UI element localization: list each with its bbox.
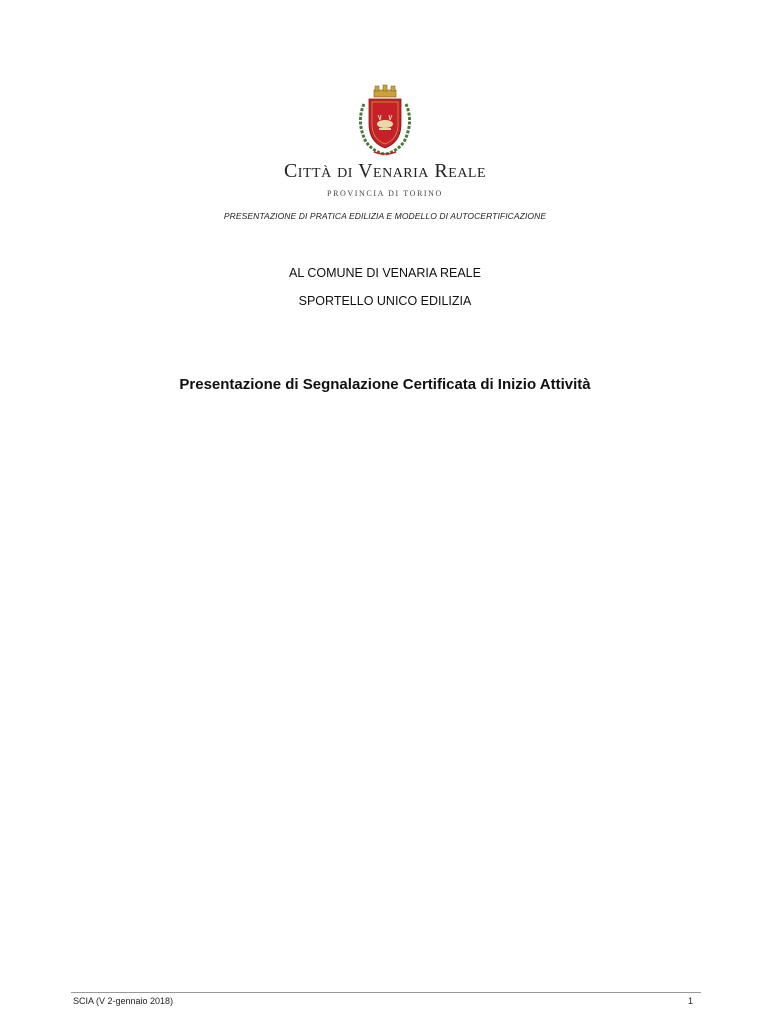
- addressee-line-1: AL COMUNE DI VENARIA REALE: [289, 266, 481, 280]
- document-title: Presentazione di Segnalazione Certificata di Inizio Attività: [179, 376, 591, 393]
- province-label: PROVINCIA DI TORINO: [327, 189, 443, 198]
- city-name: Città di Venaria Reale: [283, 160, 487, 182]
- footer-divider: [71, 992, 701, 993]
- page-number: 1: [688, 996, 694, 1006]
- city-crest-logo: [350, 84, 420, 158]
- document-subtitle: PRESENTAZIONE DI PRATICA EDILIZIA E MODELLO DI AUTOCERTIFICAZIONE: [223, 211, 547, 221]
- addressee-line-2: SPORTELLO UNICO EDILIZIA: [298, 294, 472, 308]
- footer-version: SCIA (V 2-gennaio 2018): [73, 996, 174, 1006]
